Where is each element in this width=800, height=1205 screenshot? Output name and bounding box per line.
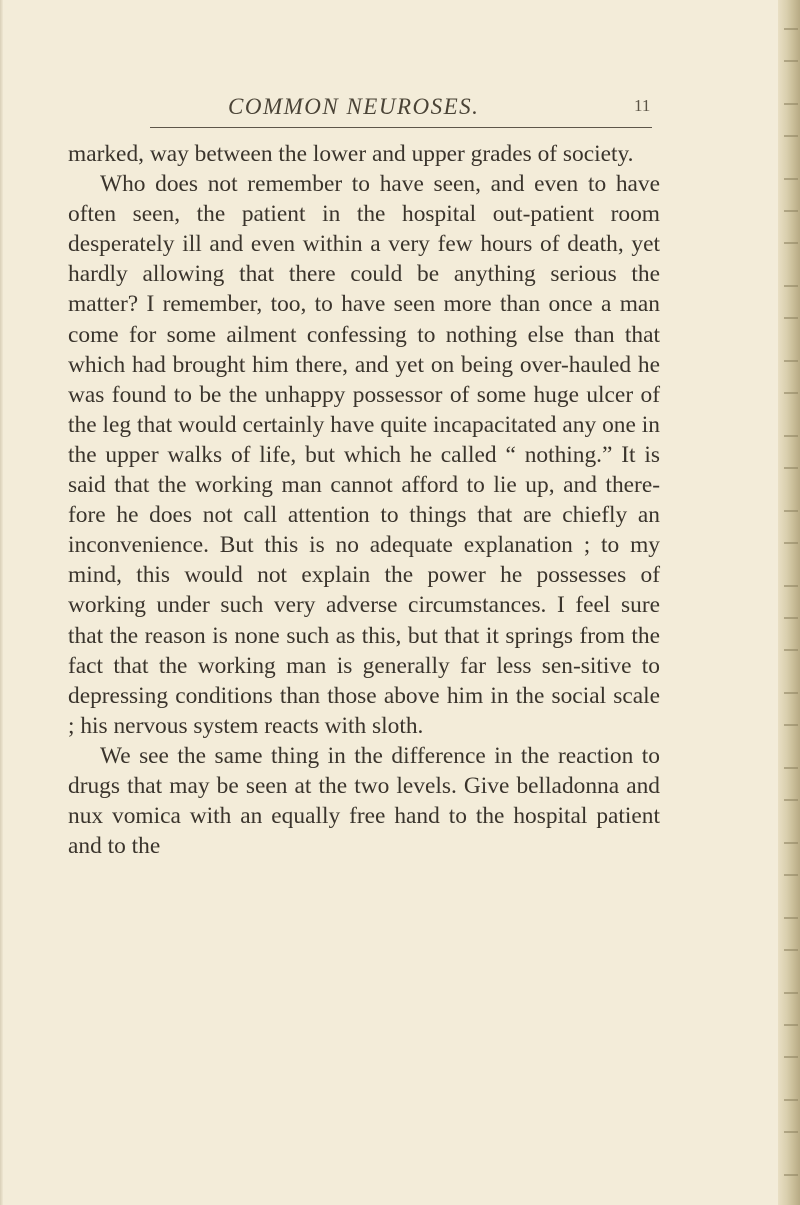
page-edge-mark bbox=[784, 210, 798, 212]
page-left-edge bbox=[0, 0, 3, 1205]
page-edge-mark bbox=[784, 542, 798, 544]
page-edge-mark bbox=[784, 1024, 798, 1026]
page-edge-mark bbox=[784, 510, 798, 512]
page-edge-mark bbox=[784, 649, 798, 651]
page-edge-mark bbox=[784, 617, 798, 619]
page-edge-mark bbox=[784, 585, 798, 587]
page-edge-mark bbox=[784, 842, 798, 844]
running-title: COMMON NEUROSES. bbox=[228, 94, 480, 119]
running-head bbox=[0, 94, 800, 124]
page-edge-mark bbox=[784, 874, 798, 876]
page-right-edge bbox=[778, 0, 800, 1205]
page-edge-mark bbox=[784, 317, 798, 319]
page-edge-mark bbox=[784, 1056, 798, 1058]
body-text bbox=[68, 139, 660, 861]
page-edge-mark bbox=[784, 949, 798, 951]
page-edge-mark bbox=[784, 435, 798, 437]
paragraph: We see the same thing in the difference in the reaction to drugs that may be seen at the two levels. Give belladonna and nux vomica with an equally free hand to the hospital patient and to the bbox=[68, 742, 660, 860]
page-edge-mark bbox=[784, 467, 798, 469]
page-edge-mark bbox=[784, 1174, 798, 1176]
page-edge-mark bbox=[784, 360, 798, 362]
page-edge-mark bbox=[784, 917, 798, 919]
page-edge-mark bbox=[784, 28, 798, 30]
paragraph: marked, way between the lower and upper grades of society. bbox=[68, 141, 634, 167]
page-edge-mark bbox=[784, 135, 798, 137]
page-edge-mark bbox=[784, 178, 798, 180]
page-edge-mark bbox=[784, 60, 798, 62]
page-edge-mark bbox=[784, 692, 798, 694]
page-number: 11 bbox=[634, 96, 651, 115]
page-edge-mark bbox=[784, 767, 798, 769]
page-edge-mark bbox=[784, 285, 798, 287]
page-edge-mark bbox=[784, 1131, 798, 1133]
page-edge-mark bbox=[784, 1099, 798, 1101]
page-edge-mark bbox=[784, 992, 798, 994]
page-edge-mark bbox=[784, 724, 798, 726]
page-edge-mark bbox=[784, 799, 798, 801]
page-edge-mark bbox=[784, 242, 798, 244]
page-edge-mark bbox=[784, 392, 798, 394]
paragraph: Who does not remember to have seen, and even to have often seen, the patient in the hospital out-patient room desperately ill and even within a very few hours of death, yet hardly allowing that there could be anything serious the matter? I remember, too, to have seen more than once a man come for some ailment confessing to nothing else than that which had brought him there, and yet on being over-hauled he was found to be the unhappy possessor of some huge ulcer of the leg that would certainly have quite incapacitated any one in the upper walks of life, but which he called “ nothing.” It is said that the working man cannot afford to lie up, and there-fore he does not call attention to things that are chiefly an inconvenience. But this is no adequate explanation ; to my mind, this would not explain the power he possesses of working under such very adverse circumstances. I feel sure that the reason is none such as this, but that it springs from the fact that the working man is generally far less sen-sitive to depressing conditions than those above him in the social scale ; his nervous system reacts with sloth. bbox=[68, 171, 660, 739]
header-rule bbox=[150, 127, 652, 128]
